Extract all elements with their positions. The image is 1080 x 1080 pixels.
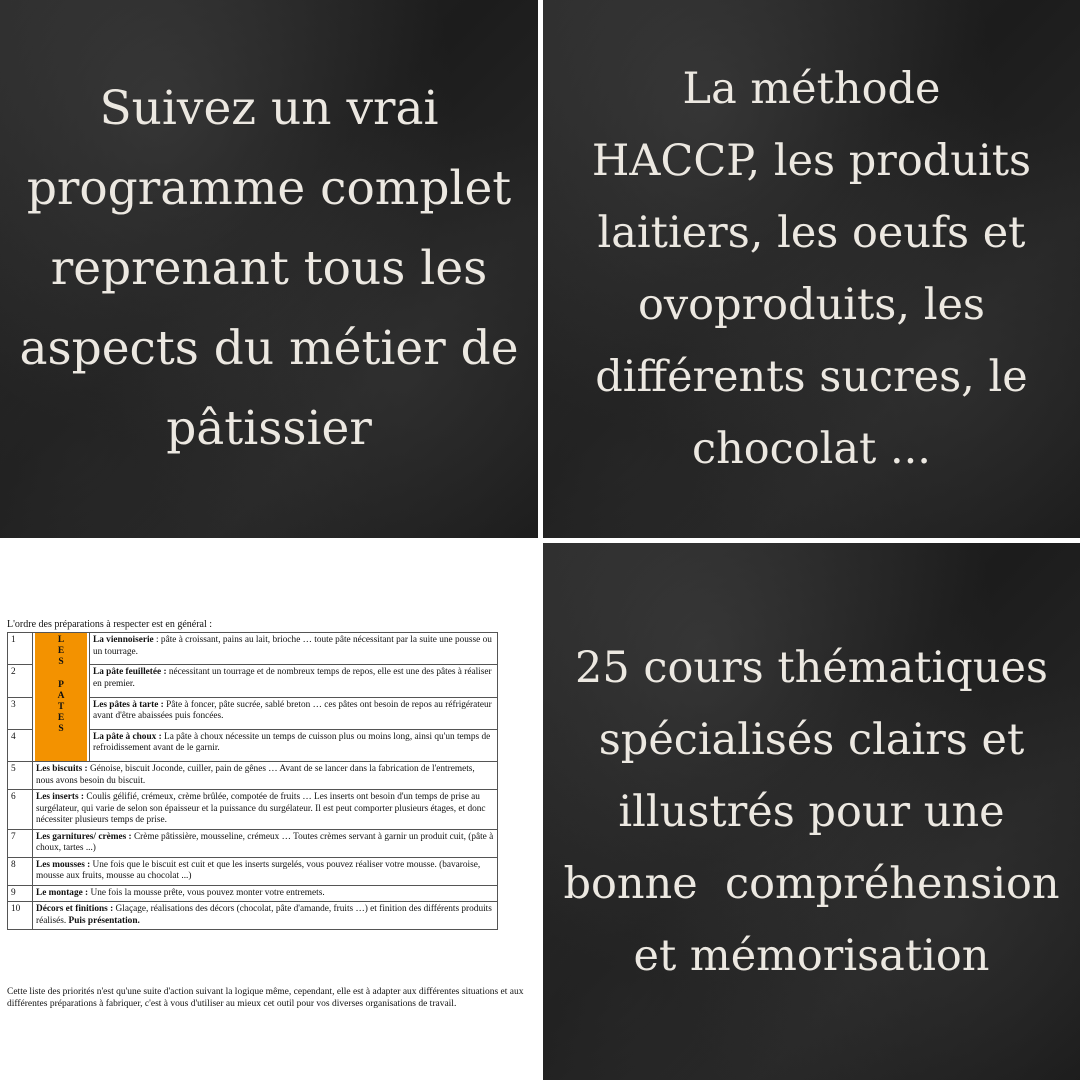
row-title: Les inserts : xyxy=(36,792,85,802)
row-title: Les pâtes à tarte : xyxy=(93,699,164,710)
text-line: Suivez un vrai xyxy=(99,81,439,136)
table-row xyxy=(8,790,498,830)
row-text: La pâte à choux nécessite un temps de cuisson plus ou moins long, ainsi qu'un temps de refroidissement avant de le garnir. xyxy=(93,731,491,754)
table-row xyxy=(8,885,498,902)
row-text: Génoise, biscuit Joconde, cuiller, pain de gênes … Avant de se lancer dans la fabrication de l'entremets, nous avons besoin du biscuit. xyxy=(36,764,475,786)
row-description xyxy=(33,790,498,830)
text-line: reprenant tous les xyxy=(50,241,488,296)
panel-cours-text xyxy=(543,543,1080,1080)
text-line: La méthode xyxy=(682,64,941,114)
row-number: 4 xyxy=(8,729,33,761)
row-text: Glaçage, réalisations des décors (chocolat, pâte d'amande, fruits …) et finition des différents produits réalisés. xyxy=(36,904,492,926)
text-line: illustrés pour une xyxy=(618,786,1005,837)
row-text: nécessitant un tourrage et de nombreux temps de repos, elle est une des pâtes à réaliser en premier. xyxy=(93,667,492,689)
panel-haccp xyxy=(543,0,1080,538)
pates-letter: E xyxy=(57,646,65,657)
pates-letter: A xyxy=(57,690,65,701)
row-title: La viennoiserie xyxy=(93,635,154,645)
document-footer: Cette liste des priorités n'est qu'une suite d'action suivant la logique même, cependant, elle est à adapter aux différentes situations et aux différentes préparations à fabriquer, c'est à vous d'utiliser au mieux cet outil pour vos diverses organisations de travail. xyxy=(7,987,524,1009)
row-number: 7 xyxy=(8,829,33,857)
row-number: 8 xyxy=(8,857,33,885)
text-line: HACCP, les produits xyxy=(591,136,1032,186)
row-text: Une fois que le biscuit est cuit et que les inserts surgelés, vous pouvez réaliser votre mousse. (bavaroise, mousse aux fruits, mousse au chocolat ...) xyxy=(36,859,481,881)
text-line: spécialisés clairs et xyxy=(598,714,1025,765)
row-description xyxy=(33,857,498,885)
panel-haccp-text xyxy=(543,0,1080,538)
text-line: bonne compréhension xyxy=(563,858,1060,909)
table-row xyxy=(8,902,498,930)
pates-letter: E xyxy=(57,713,65,724)
text-line: chocolat ... xyxy=(692,424,931,474)
pates-group-cell xyxy=(33,633,90,762)
text-line: laitiers, les oeufs et xyxy=(597,208,1026,258)
row-description xyxy=(90,697,498,729)
row-description xyxy=(33,902,498,930)
table-row xyxy=(8,857,498,885)
panel-cours xyxy=(543,543,1080,1080)
row-description xyxy=(90,729,498,761)
row-title: La pâte feuilletée : xyxy=(93,667,167,678)
row-text: Pâte à foncer, pâte sucrée, sablé breton … ces pâtes ont besoin de repos au réfrigérateur avant d'être abaissées puis foncées. xyxy=(93,699,492,721)
table-row xyxy=(8,829,498,857)
row-title: Les garnitures/ crèmes : xyxy=(36,831,132,842)
text-line: différents sucres, le xyxy=(595,352,1028,402)
document-preview xyxy=(0,543,538,1080)
row-title: La pâte à choux : xyxy=(93,731,162,742)
row-number: 6 xyxy=(8,790,33,830)
table-row xyxy=(8,762,498,790)
row-number: 2 xyxy=(8,665,33,697)
row-title: Les mousses : xyxy=(36,859,91,870)
pates-letter: S xyxy=(58,657,64,668)
pates-label xyxy=(35,633,87,761)
row-number: 10 xyxy=(8,902,33,930)
text-line: ovoproduits, les xyxy=(638,280,985,330)
preparation-order-table xyxy=(7,632,498,930)
document-intro: L'ordre des préparations à respecter est en général : xyxy=(7,619,213,630)
panel-programme xyxy=(0,0,538,538)
text-line: et mémorisation xyxy=(633,930,990,981)
pates-letter: T xyxy=(57,702,65,713)
row-title: Le montage : xyxy=(36,887,89,898)
text-line: 25 cours thématiques xyxy=(575,642,1048,693)
panel-programme-text xyxy=(0,0,538,538)
row-number: 1 xyxy=(8,633,33,665)
row-description xyxy=(33,829,498,857)
pates-letter: P xyxy=(58,679,64,690)
text-line: programme complet xyxy=(26,161,512,216)
pates-letter: L xyxy=(57,635,65,645)
row-text: Une fois la mousse prête, vous pouvez monter votre entremets. xyxy=(88,887,325,898)
row-tail: Puis présentation. xyxy=(68,915,140,926)
pates-letter: S xyxy=(58,724,64,735)
row-description xyxy=(33,762,498,790)
row-description xyxy=(90,633,498,665)
row-title: Les biscuits : xyxy=(36,764,88,774)
row-text: : pâte à croissant, pains au lait, brioche … toute pâte nécessitant par la suite une pousse ou un tourrage. xyxy=(93,635,492,657)
row-number: 9 xyxy=(8,885,33,902)
row-description xyxy=(33,885,498,902)
text-line: pâtissier xyxy=(166,401,372,456)
row-text: Crème pâtissière, mousseline, crémeux … Toutes crèmes servant à garnir un produit cuit, (pâte à choux, tartes ...) xyxy=(36,831,494,853)
row-text: Coulis gélifié, crémeux, crème brûlée, compotée de fruits … Les inserts ont besoin d'un temps de prise au surgélateur, qui varie de selon son épaisseur et la puissance du surgélateur. Il est peut comporter plusieurs étages, et donc nécessiter plusieurs temps de prise. xyxy=(36,792,486,825)
text-line: aspects du métier de xyxy=(19,321,519,376)
row-description xyxy=(90,665,498,697)
row-number: 5 xyxy=(8,762,33,790)
row-title: Décors et finitions : xyxy=(36,904,114,914)
row-number: 3 xyxy=(8,697,33,729)
table-row xyxy=(8,633,498,665)
